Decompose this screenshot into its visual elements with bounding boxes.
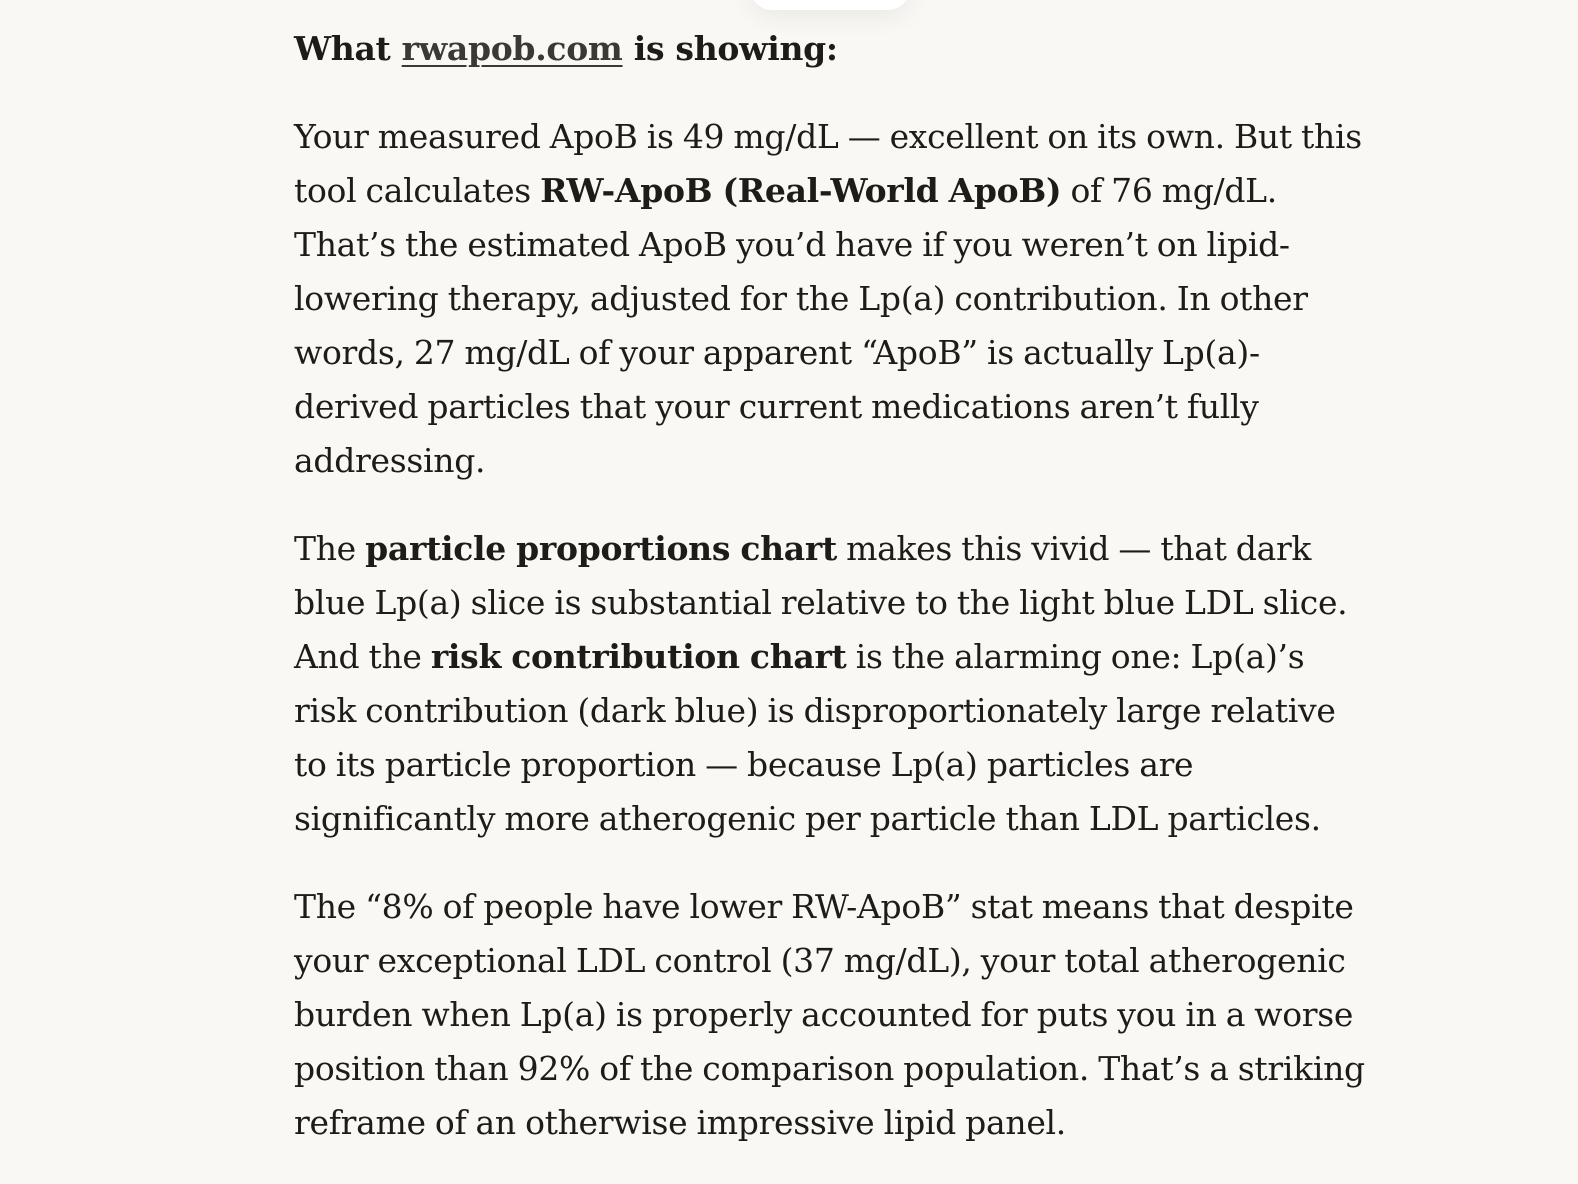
paragraph-charts-explanation (294, 522, 1369, 846)
heading-suffix: is showing: (622, 29, 838, 68)
para2-bold-particle-chart: particle proportions chart (365, 529, 837, 568)
section-heading (294, 22, 1369, 76)
para2-text-2: makes this vivid — that dark blue Lp(a) slice is substantial relative to the light blue LDL slice. And the (294, 529, 1348, 676)
paragraph-apob-explanation (294, 110, 1369, 488)
heading-prefix: What (294, 29, 402, 68)
top-popup-edge (750, 0, 910, 10)
para3-text: The “8% of people have lower RW-ApoB” stat means that despite your exceptional LDL control (37 mg/dL), your total atherogenic burden when Lp(a) is properly accounted for puts you in a worse position than 92% of the comparison population. That’s a striking reframe of an otherwise impressive lipid panel. (294, 887, 1365, 1142)
para1-text-2: of 76 mg/dL. That’s the estimated ApoB you’d have if you weren’t on lipid-lowering therapy, adjusted for the Lp(a) contribution. In other words, 27 mg/dL of your apparent “ApoB” is actually Lp(a)-derived particles that your current medications aren’t fully addressing. (294, 171, 1308, 480)
paragraph-percentile-explanation (294, 880, 1369, 1150)
para1-bold-rw-apob: RW-ApoB (Real-World ApoB) (540, 171, 1062, 210)
para1-text-1: Your measured ApoB is 49 mg/dL — excellent on its own. But this tool calculates (294, 117, 1362, 210)
para2-text-1: The (294, 529, 366, 568)
para2-bold-risk-chart: risk contribution chart (430, 637, 847, 676)
rwapob-link[interactable]: rwapob.com (401, 29, 623, 68)
response-content (294, 22, 1369, 1184)
para2-text-3: is the alarming one: Lp(a)’s risk contribution (dark blue) is disproportionately large relative to its particle proportion — because Lp(a) particles are significantly more atherogenic per particle than LDL particles. (294, 637, 1336, 838)
